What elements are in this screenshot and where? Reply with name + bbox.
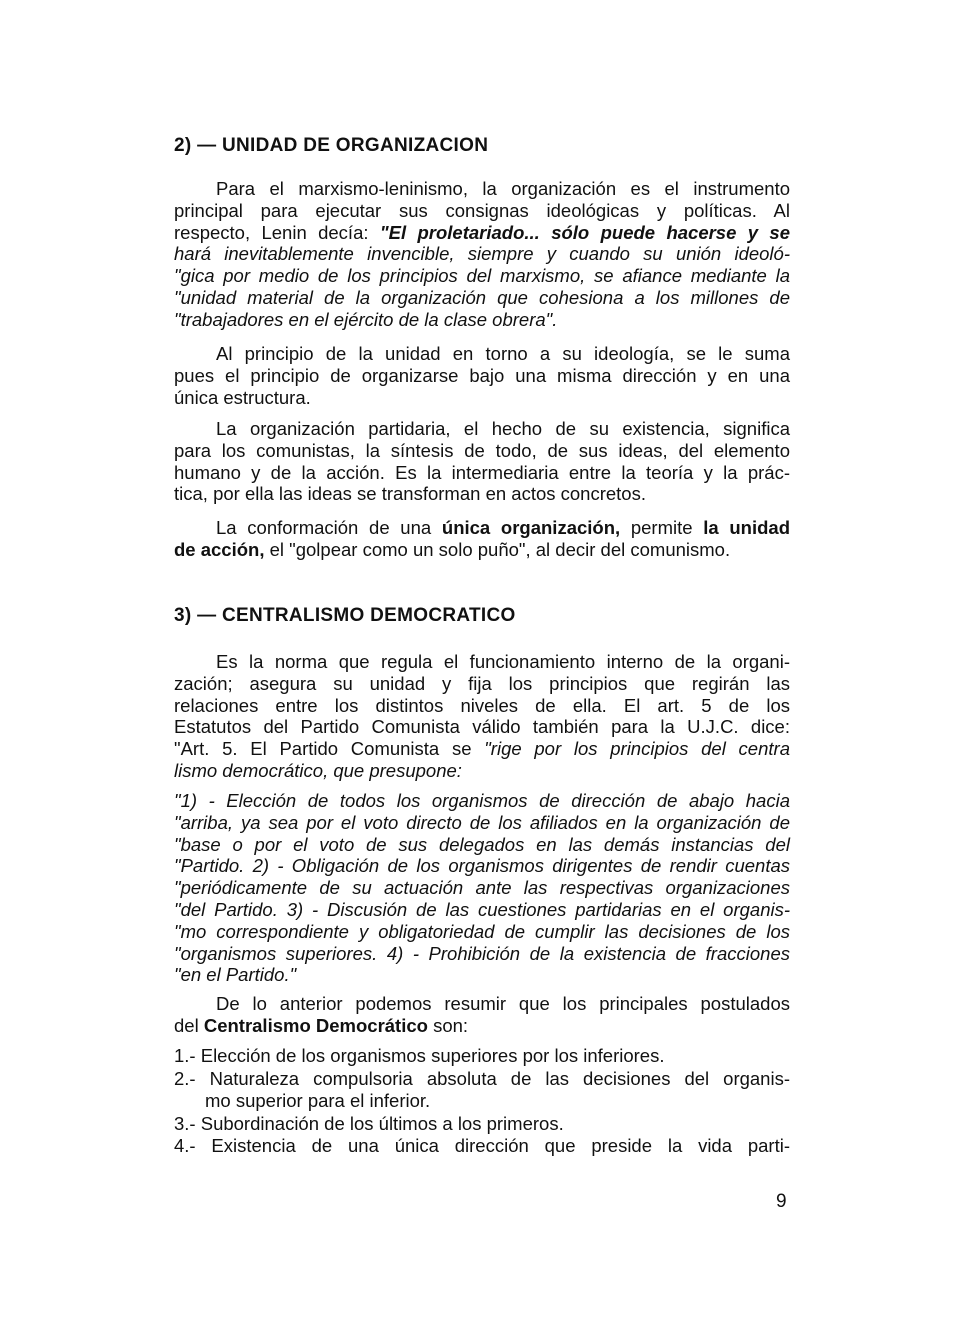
- quote-line: "periódicamente de su actuación ante las respectivas organizaciones: [174, 877, 790, 899]
- text-line: zación; asegura su unidad y fija los principios que regirán las: [174, 672, 790, 694]
- list-item: 4.- Existencia de una única dirección que preside la vida parti-: [174, 1135, 790, 1156]
- list-item: 3.- Subordinación de los últimos a los primeros.: [174, 1112, 564, 1134]
- quote-line: "1) - Elección de todos los organismos de dirección de abajo hacia: [174, 790, 790, 811]
- list-item: 1.- Elección de los organismos superiores por los inferiores.: [174, 1045, 665, 1066]
- text-line: Al principio de la unidad en torno a su ideología, se le suma: [216, 343, 790, 364]
- text-line: De lo anterior podemos resumir que los principales postulados: [216, 993, 790, 1014]
- text-span: del: [174, 1014, 204, 1036]
- bold-span: Centralismo Democrático: [203, 1014, 428, 1036]
- text-span: son:: [427, 1014, 469, 1036]
- section-2-paragraph-1: [174, 178, 790, 331]
- text-line: principal para ejecutar sus consignas ideológicas y políticas. Al: [174, 199, 790, 221]
- text-line: [174, 517, 790, 539]
- text-span: La conformación de una: [216, 517, 442, 538]
- bold-span: la unidad: [703, 517, 791, 538]
- quote-line: lismo democrático, que presupone:: [174, 759, 462, 781]
- text-line: relaciones entre los distintos niveles de ella. El art. 5 de los: [174, 694, 790, 716]
- section-2-paragraph-2: [174, 343, 790, 408]
- text-line: para los comunistas, la síntesis de todo, de sus ideas, del elemento: [174, 439, 790, 461]
- text-span: "Art. 5. El Partido Comunista se: [174, 738, 485, 760]
- quote-line: "organismos superiores. 4) - Prohibición de la existencia de fracciones: [174, 942, 790, 964]
- section-2-heading: 2) — UNIDAD DE ORGANIZACION: [174, 135, 489, 156]
- quote-line: "unidad material de la organización que cohesiona a los millones de: [174, 286, 790, 308]
- quote-line: "Partido. 2) - Obligación de los organismos dirigentes de rendir cuentas: [174, 855, 790, 877]
- text-span: respecto, Lenin decía:: [174, 221, 380, 243]
- list-item-continuation: mo superior para el inferior.: [205, 1090, 431, 1111]
- quote-line: "gica por medio de los principios del marxismo, se afiance mediante la: [174, 265, 790, 287]
- quote-line: "en el Partido.": [174, 964, 297, 986]
- section-3-paragraph-2: [174, 993, 790, 1037]
- text-span: el "golpear como un solo puño", al decir del comunismo.: [264, 538, 731, 560]
- quote-line: hará inevitablemente invencible, siempre y cuando su unión ideoló-: [174, 243, 790, 265]
- text-line: humano y de la acción. Es la intermediaria entre la teoría y la prác-: [174, 461, 790, 483]
- text-line: Estatutos del Partido Comunista válido también para la U.J.C. dice:: [174, 716, 790, 738]
- section-3-heading: 3) — CENTRALISMO DEMOCRATICO: [174, 605, 516, 626]
- list-item: 2.- Naturaleza compulsoria absoluta de las decisiones del organis-: [174, 1067, 790, 1089]
- text-line: pues el principio de organizarse bajo una misma dirección y en una: [174, 364, 790, 386]
- statute-quote: [174, 790, 790, 986]
- page-number: 9: [776, 1191, 787, 1212]
- bold-span: de acción,: [174, 538, 265, 560]
- postulates-list: [174, 1045, 790, 1158]
- bold-span: única organización,: [441, 517, 621, 538]
- quote-line: "base o por el voto de sus delegados en las demás instancias del: [174, 833, 790, 855]
- text-line: La organización partidaria, el hecho de su existencia, significa: [216, 418, 790, 439]
- quote-span: "rige por los principios del centra: [484, 738, 790, 760]
- section-3-paragraph-1: [174, 651, 790, 782]
- section-2-paragraph-3: [174, 418, 790, 505]
- quote-span: "El proletariado... sólo puede hacerse y se: [379, 221, 790, 243]
- text-line: [174, 1015, 790, 1037]
- text-line: Es la norma que regula el funcionamiento interno de la organi-: [216, 651, 790, 672]
- text-line: tica, por ella las ideas se transforman en actos concretos.: [174, 483, 646, 505]
- quote-line: "arriba, ya sea por el voto directo de los afiliados en la organización de: [174, 811, 790, 833]
- text-span: permite: [620, 517, 704, 538]
- text-line: [174, 539, 790, 561]
- text-line: [174, 738, 790, 760]
- text-line: [174, 222, 790, 244]
- text-line: Para el marxismo-leninismo, la organización es el instrumento: [216, 178, 790, 199]
- text-line: única estructura.: [174, 386, 311, 408]
- quote-line: "del Partido. 3) - Discusión de las cuestiones partidarias en el organis-: [174, 898, 790, 920]
- quote-line: "trabajadores en el ejército de la clase obrera".: [174, 308, 558, 330]
- quote-line: "mo correspondiente y obligatoriedad de cumplir las decisiones de los: [174, 920, 790, 942]
- section-2-paragraph-4: [174, 517, 790, 561]
